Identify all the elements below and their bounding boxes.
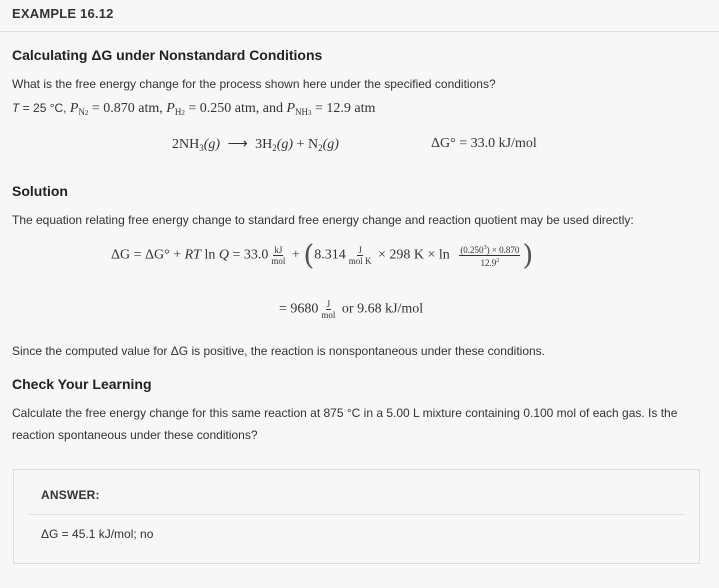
eq1-q: Q xyxy=(218,247,229,263)
gas-constant: 8.314 xyxy=(314,247,346,263)
nh3-subscript: 3 xyxy=(308,109,312,117)
n2-symbol: N xyxy=(78,107,85,117)
h2-subscript: 2 xyxy=(181,109,185,117)
unit-fraction-j-molk xyxy=(348,245,373,266)
nh3-pressure-value: = 12.9 atm xyxy=(311,101,376,116)
temperature-value: = 25 °C, xyxy=(19,101,70,115)
problem-question: What is the free energy change for the process shown here under the specified conditions? xyxy=(12,77,496,91)
unit-mol-k: mol K xyxy=(348,256,372,266)
q-den-exponent: 2 xyxy=(496,258,500,264)
standard-free-energy: ΔG° = 33.0 kJ/mol xyxy=(431,136,537,151)
check-text: Calculate the free energy change for this same reaction at 875 °C in a 5.00 L mixture containing 0.100 mol of each gas. Is the reaction spontaneous under these conditions? xyxy=(12,406,678,442)
example-label: EXAMPLE 16.12 xyxy=(12,6,114,21)
h2-pressure-value: = 0.250 atm, and xyxy=(184,101,287,116)
solution-title: Solution xyxy=(12,183,68,199)
h2-symbol: H xyxy=(174,107,182,117)
unit-fraction-j-mol xyxy=(320,299,336,320)
unit-j: J xyxy=(358,245,362,255)
eq1-lhs: ΔG = ΔG° + xyxy=(111,247,185,263)
q-den-base: 12.9 xyxy=(480,258,497,268)
solution-intro: The equation relating free energy change to standard free energy change and reaction quotient may be used directly: xyxy=(12,213,634,227)
eq2-unit-j: J xyxy=(326,299,331,309)
n2-subscript: 2 xyxy=(84,109,89,117)
answer-value: ΔG = 45.1 kJ/mol; no xyxy=(41,527,154,541)
product-2-subscript: 2 xyxy=(318,143,323,153)
q-numerator xyxy=(459,243,520,256)
eq1-plus: + xyxy=(288,247,304,263)
unit-mol: mol xyxy=(271,256,286,266)
answer-box xyxy=(13,469,700,564)
product-1-subscript: 2 xyxy=(272,143,277,153)
product-1: 3H xyxy=(255,137,273,152)
equation-1 xyxy=(111,238,534,272)
solution-conclusion: Since the computed value for ΔG is positive, the reaction is nonspontaneous under these conditions. xyxy=(12,344,546,358)
reactant: 2NH xyxy=(172,137,200,152)
unit-kj: kJ xyxy=(274,245,283,255)
equation-2 xyxy=(279,299,423,320)
conditions-line xyxy=(12,101,375,117)
reaction-arrow: ⟶ xyxy=(227,137,248,152)
q-num-a: (0.250 xyxy=(460,245,484,255)
product-1-state: (g) xyxy=(276,137,294,152)
n2-pressure-value: = 0.870 atm, xyxy=(88,101,167,116)
q-denominator xyxy=(479,256,500,268)
open-paren: ( xyxy=(303,238,315,272)
eq1-value: = 33.0 xyxy=(228,247,269,263)
product-2-state: (g) xyxy=(322,137,339,152)
answer-divider xyxy=(28,514,685,515)
pressure-symbol-n2: P xyxy=(69,101,79,116)
close-paren: ) xyxy=(522,238,534,272)
pressure-symbol-nh3: P xyxy=(286,101,296,116)
pressure-symbol-h2: P xyxy=(166,101,175,116)
header-divider xyxy=(0,31,719,32)
eq1-rt: RT xyxy=(184,247,201,263)
reaction-quotient-fraction xyxy=(459,243,520,268)
eq1-ln: ln xyxy=(200,247,219,263)
eq2-unit-mol: mol xyxy=(321,310,336,320)
problem-title: Calculating ΔG under Nonstandard Conditions xyxy=(12,47,323,63)
unit-fraction-kj-mol xyxy=(270,245,286,266)
check-title: Check Your Learning xyxy=(12,376,152,392)
nh3-symbol: NH xyxy=(295,107,309,117)
reaction-equation xyxy=(172,136,339,153)
product-2: + N xyxy=(293,137,319,152)
eq2-value: = 9680 xyxy=(279,301,319,317)
eq1-temperature: × 298 K × ln xyxy=(374,247,454,263)
eq2-rest: or 9.68 kJ/mol xyxy=(338,301,424,317)
temperature-symbol: T xyxy=(12,101,20,115)
reactant-subscript: 3 xyxy=(199,143,204,153)
q-num-b: ) × 0.870 xyxy=(486,245,520,255)
answer-label: ANSWER: xyxy=(41,488,100,502)
q-num-exponent: 3 xyxy=(483,245,487,251)
reactant-state: (g) xyxy=(203,137,221,152)
